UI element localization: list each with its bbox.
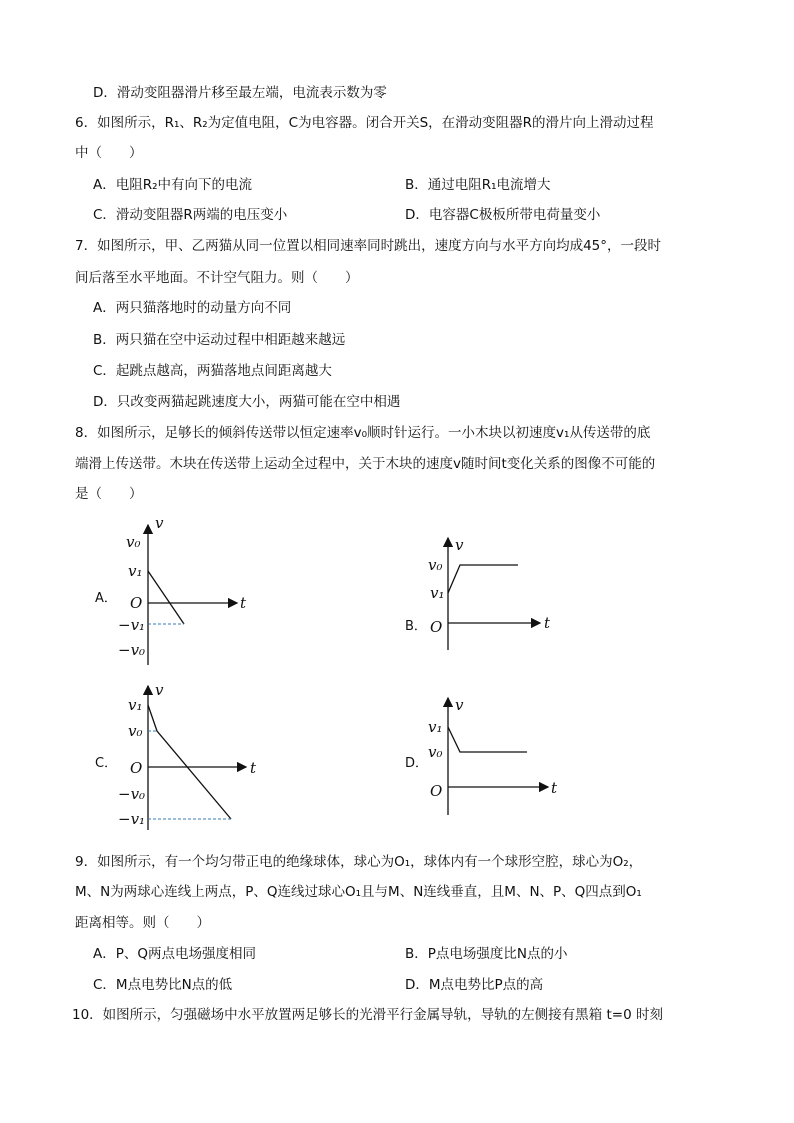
graph-c	[95, 681, 257, 830]
graph-c-tick-origin: O	[130, 759, 143, 777]
graph-b-v-label: v	[455, 536, 464, 554]
q6-stem: 6．如图所示，R₁、R₂为定值电阻，C为电容器。闭合开关S，在滑动变阻器R的滑片向上滑动过程	[75, 115, 654, 131]
q7-stem: 7．如图所示，甲、乙两猫从同一位置以相同速率同时跳出，速度方向与水平方向均成45°，一段时	[75, 238, 662, 254]
graph-b-label: B．	[405, 619, 427, 634]
graph-d-tick-origin: O	[430, 782, 443, 800]
q7-option-c: C．起跳点越高，两猫落地点间距离越大	[93, 363, 332, 379]
graph-a-curve	[148, 571, 184, 624]
q5-option-d: D．滑动变阻器滑片移至最左端，电流表示数为零	[93, 85, 387, 101]
graph-d-t-label: t	[551, 779, 558, 797]
graph-b-tick-v0: v₀	[428, 556, 443, 574]
q6-option-c: C．滑动变阻器R两端的电压变小	[93, 207, 288, 223]
q9-option-d: D．M点电势比P点的高	[405, 977, 544, 993]
q7-option-d: D．只改变两猫起跳速度大小，两猫可能在空中相遇	[93, 394, 401, 410]
q9-option-a: A．P、Q两点电场强度相同	[93, 946, 257, 962]
graph-c-tick-v1: v₁	[128, 696, 143, 714]
graph-a-t-label: t	[240, 594, 247, 612]
q8-stem: 8．如图所示，足够长的倾斜传送带以恒定速率v₀顺时针运行。一小木块以初速度v₁从传送带的底	[75, 425, 651, 441]
graph-b-curve	[448, 565, 518, 593]
graph-d-tick-v1: v₁	[428, 718, 443, 736]
graph-b-tick-origin: O	[430, 618, 443, 636]
graph-b	[405, 536, 551, 650]
graph-d	[405, 696, 558, 815]
graph-a	[95, 514, 247, 665]
q6-option-d: D．电容器C极板所带电荷量变小	[405, 207, 601, 223]
q6-stem-cont: 中（ ）	[75, 145, 143, 161]
q8-stem-end: 是（ ）	[75, 486, 143, 502]
graph-d-tick-v0: v₀	[428, 743, 443, 761]
graph-c-v-label: v	[155, 681, 164, 699]
graph-a-tick-v1: v₁	[128, 562, 143, 580]
q9-option-b: B．P点电场强度比N点的小	[405, 946, 568, 962]
q6-option-a: A．电阻R₂中有向下的电流	[93, 177, 253, 193]
graph-c-label: C．	[95, 756, 118, 771]
graph-c-tick-neg-v0: −v₀	[118, 785, 146, 803]
graph-c-curve	[148, 705, 231, 819]
graph-d-curve	[448, 727, 527, 752]
graph-c-tick-neg-v1: −v₁	[118, 810, 146, 828]
graph-a-v-label: v	[155, 514, 164, 532]
q9-stem-cont: M、N为两球心连线上两点，P、Q连线过球心O₁且与M、N连线垂直，且M、N、P、Q四点到O₁	[75, 884, 642, 900]
q7-option-a: A．两只猫落地时的动量方向不同	[93, 300, 292, 316]
graph-c-tick-v0: v₀	[128, 722, 143, 740]
graph-a-tick-neg-v1: −v₁	[118, 616, 146, 634]
q6-option-b: B．通过电阻R₁电流增大	[405, 177, 551, 193]
q9-stem: 9．如图所示，有一个均匀带正电的绝缘球体，球心为O₁，球体内有一个球形空腔，球心为O₂，	[75, 854, 643, 870]
graph-a-tick-neg-v0: −v₀	[118, 641, 146, 659]
graph-b-t-label: t	[544, 614, 551, 632]
q7-option-b: B．两只猫在空中运动过程中相距越来越远	[93, 332, 346, 348]
graph-c-t-label: t	[250, 759, 257, 777]
graph-b-tick-v1: v₁	[430, 584, 445, 602]
graph-d-v-label: v	[455, 696, 464, 714]
q10-stem: 10．如图所示，匀强磁场中水平放置两足够长的光滑平行金属导轨，导轨的左侧接有黑箱 t=0 时刻	[72, 1007, 663, 1023]
q9-option-c: C．M点电势比N点的低	[93, 977, 233, 993]
q8-stem-cont: 端滑上传送带。木块在传送带上运动全过程中，关于木块的速度v随时间t变化关系的图像不可能的	[75, 456, 656, 472]
graph-a-tick-v0: v₀	[126, 533, 141, 551]
graph-d-label: D．	[405, 756, 429, 771]
q7-stem-cont: 间后落至水平地面。不计空气阻力。则（ ）	[75, 270, 359, 286]
graph-a-label: A．	[95, 591, 117, 606]
graph-a-tick-origin: O	[130, 594, 143, 612]
q9-stem-end: 距离相等。则（ ）	[75, 915, 210, 931]
